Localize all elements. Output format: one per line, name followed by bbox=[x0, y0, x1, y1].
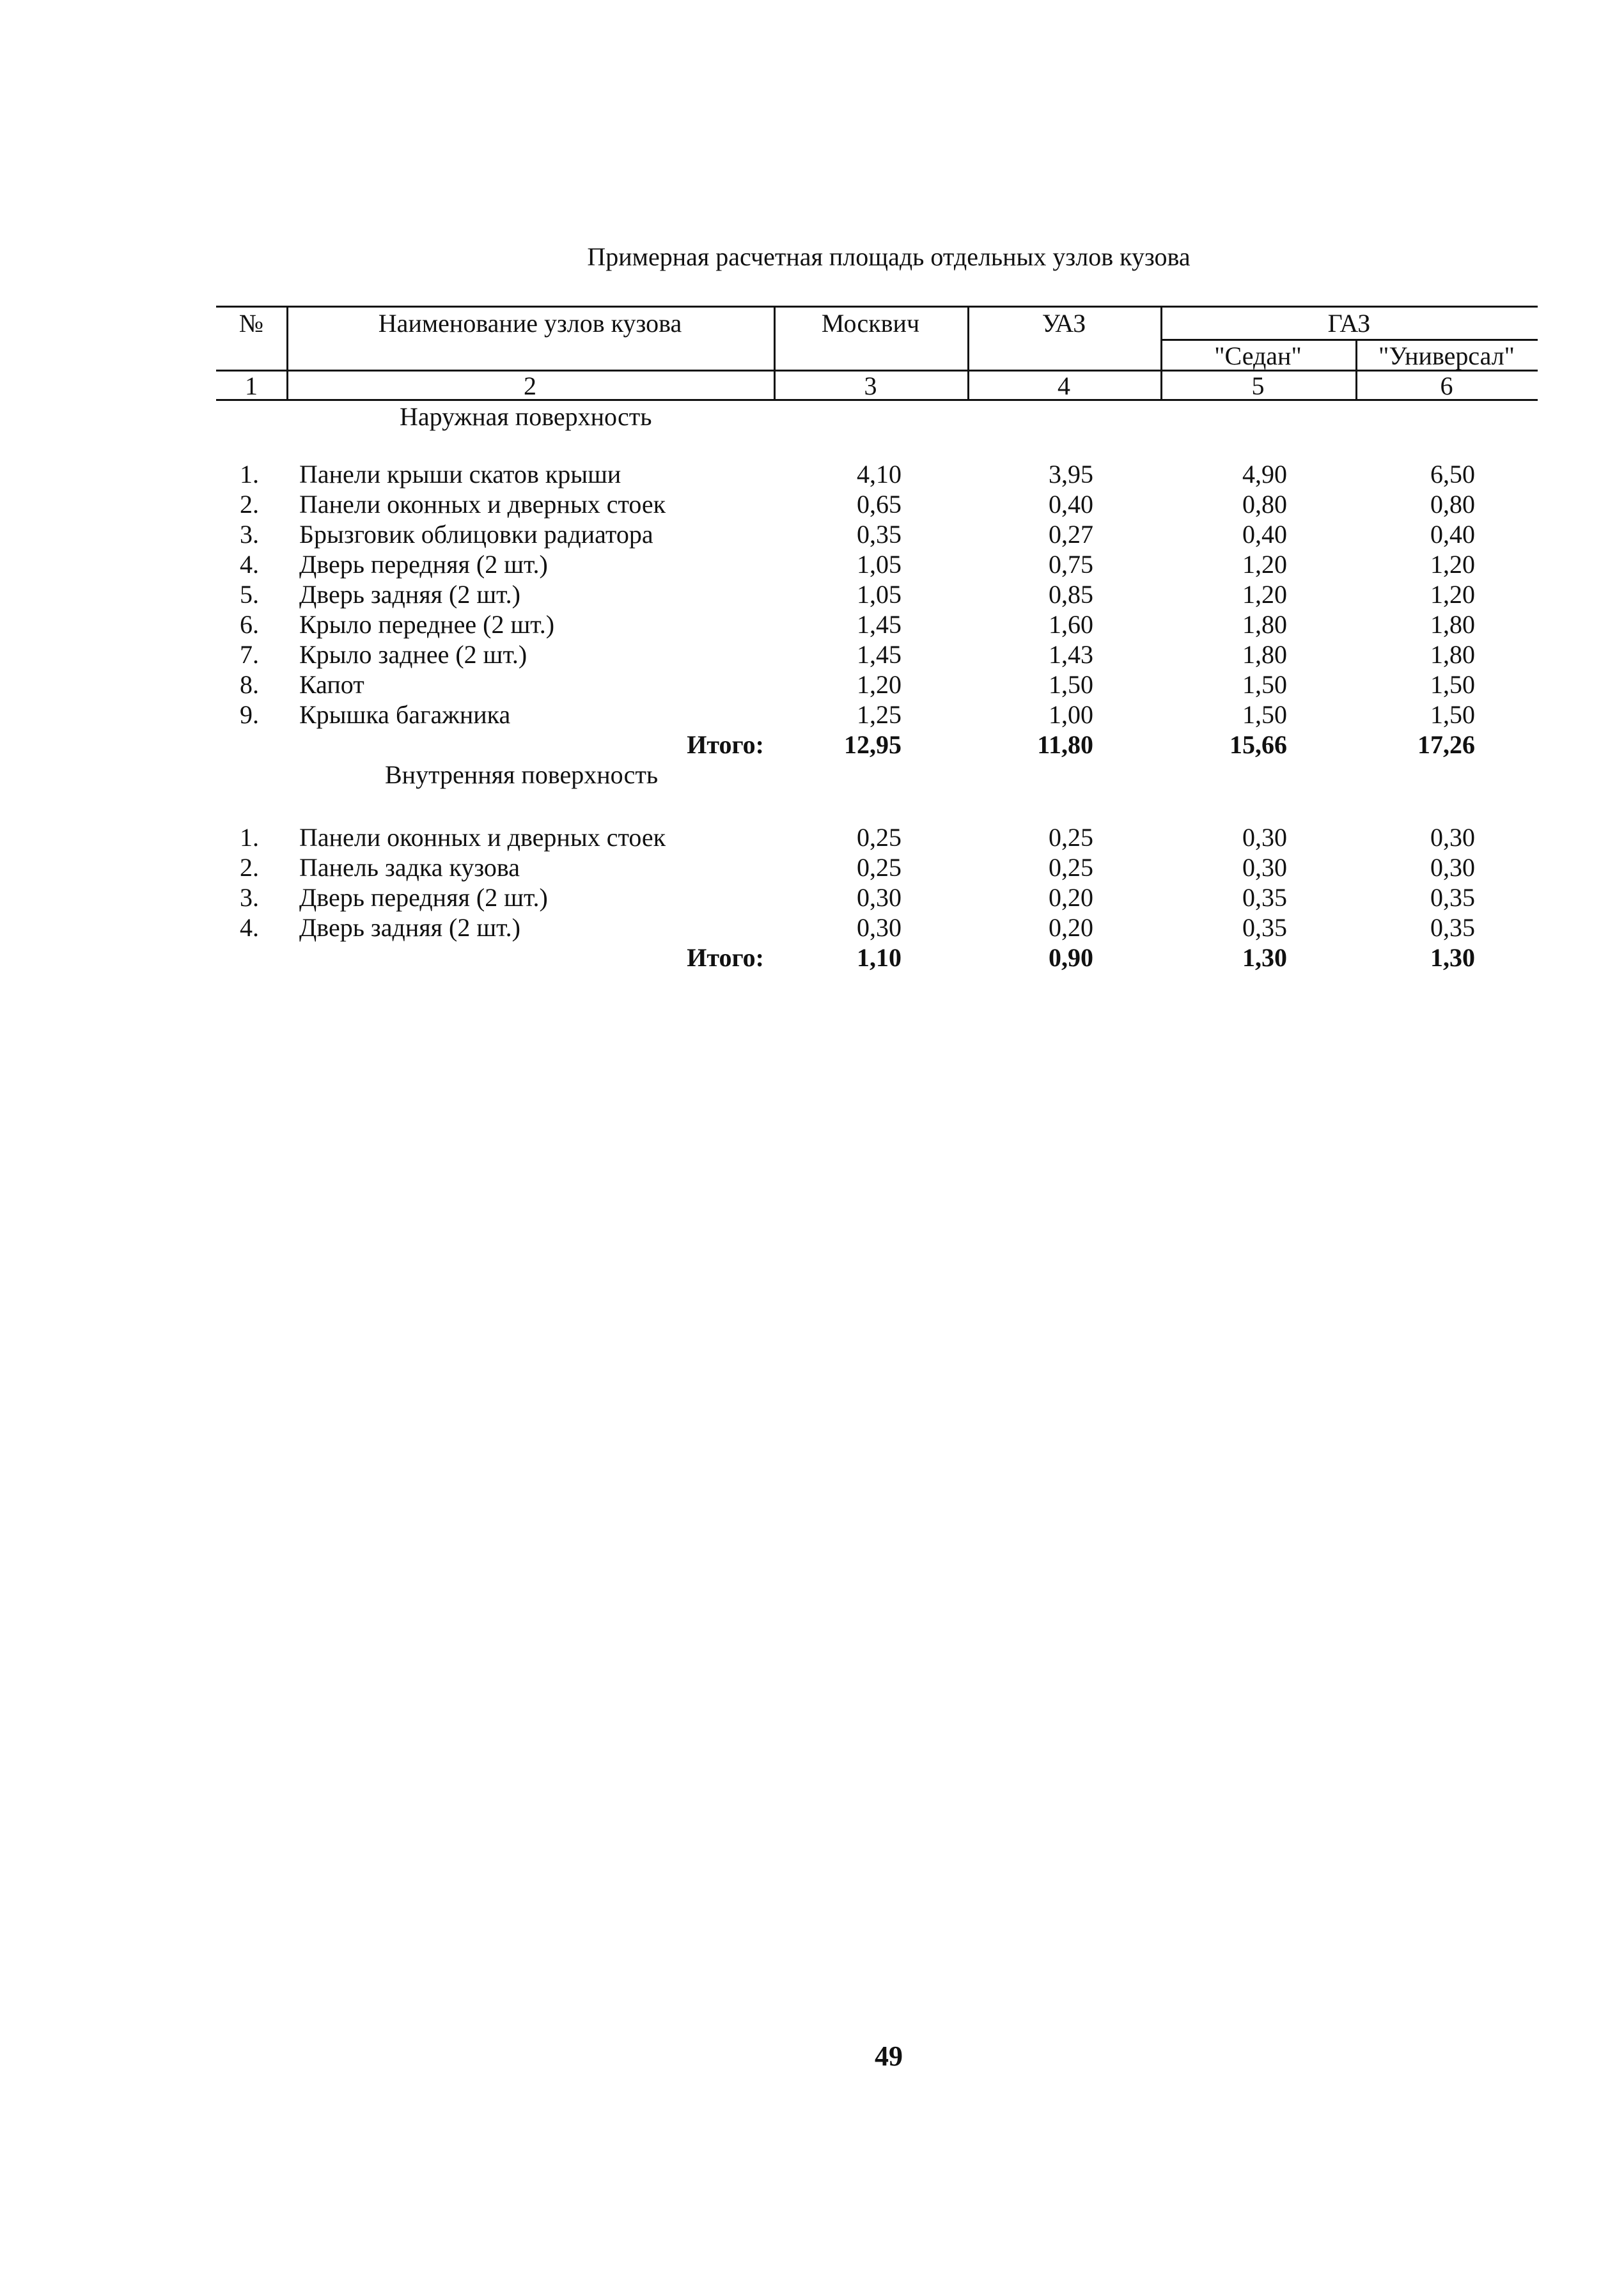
value-moskvich: 4,10 bbox=[857, 460, 902, 489]
row-number: 1. bbox=[240, 823, 259, 852]
row-number: 3. bbox=[240, 883, 259, 912]
value-universal: 0,30 bbox=[1430, 823, 1475, 852]
value-sedan: 1,80 bbox=[1242, 640, 1287, 669]
value-sedan: 1,50 bbox=[1242, 700, 1287, 729]
value-universal: 1,80 bbox=[1430, 610, 1475, 639]
row-number: 1. bbox=[240, 460, 259, 489]
row-name: Крыло переднее (2 шт.) bbox=[299, 610, 555, 639]
value-universal: 0,35 bbox=[1430, 883, 1475, 912]
document-title: Примерная расчетная площадь отдельных узлов кузова bbox=[587, 242, 1191, 271]
value-uaz: 0,25 bbox=[1049, 853, 1093, 882]
page-number: 49 bbox=[875, 2040, 903, 2072]
row-number: 9. bbox=[240, 700, 259, 729]
value-moskvich: 0,25 bbox=[857, 853, 902, 882]
total-label: Итого: bbox=[687, 730, 764, 759]
header-gaz: ГАЗ bbox=[1327, 309, 1371, 338]
value-uaz: 0,75 bbox=[1049, 550, 1093, 579]
value-universal: 6,50 bbox=[1430, 460, 1475, 489]
value-sedan: 1,50 bbox=[1242, 670, 1287, 699]
value-universal: 1,50 bbox=[1430, 670, 1475, 699]
value-sedan: 0,30 bbox=[1242, 853, 1287, 882]
total-universal: 1,30 bbox=[1430, 943, 1475, 972]
value-moskvich: 0,65 bbox=[857, 490, 902, 519]
row-number: 8. bbox=[240, 670, 259, 699]
value-sedan: 0,40 bbox=[1242, 520, 1287, 549]
section-title-outer: Наружная поверхность bbox=[400, 402, 652, 431]
row-name: Дверь задняя (2 шт.) bbox=[299, 913, 520, 942]
value-sedan: 0,35 bbox=[1242, 913, 1287, 942]
header-universal: "Универсал" bbox=[1378, 341, 1515, 370]
total-uaz: 11,80 bbox=[1037, 730, 1093, 759]
total-label: Итого: bbox=[687, 943, 764, 972]
value-moskvich: 0,30 bbox=[857, 913, 902, 942]
row-number: 2. bbox=[240, 853, 259, 882]
value-uaz: 0,85 bbox=[1049, 580, 1093, 609]
value-moskvich: 1,25 bbox=[857, 700, 902, 729]
header-name: Наименование узлов кузова bbox=[378, 309, 682, 338]
value-sedan: 1,20 bbox=[1242, 550, 1287, 579]
value-universal: 0,35 bbox=[1430, 913, 1475, 942]
row-number: 7. bbox=[240, 640, 259, 669]
row-name: Дверь передняя (2 шт.) bbox=[299, 550, 548, 579]
header-sedan: "Седан" bbox=[1214, 341, 1302, 370]
total-sedan: 1,30 bbox=[1242, 943, 1287, 972]
value-sedan: 4,90 bbox=[1242, 460, 1287, 489]
row-name: Крышка багажника bbox=[299, 700, 511, 729]
value-sedan: 0,80 bbox=[1242, 490, 1287, 519]
total-sedan: 15,66 bbox=[1230, 730, 1287, 759]
row-name: Панель задка кузова bbox=[299, 853, 520, 882]
value-sedan: 1,20 bbox=[1242, 580, 1287, 609]
column-number-2: 2 bbox=[524, 372, 536, 400]
column-number-5: 5 bbox=[1251, 372, 1265, 400]
row-name: Панели оконных и дверных стоек bbox=[299, 490, 666, 519]
row-name: Крыло заднее (2 шт.) bbox=[299, 640, 527, 669]
value-moskvich: 1,45 bbox=[857, 610, 902, 639]
value-universal: 1,20 bbox=[1430, 580, 1475, 609]
value-universal: 0,40 bbox=[1430, 520, 1475, 549]
value-uaz: 3,95 bbox=[1049, 460, 1093, 489]
value-universal: 0,80 bbox=[1430, 490, 1475, 519]
value-uaz: 1,43 bbox=[1049, 640, 1093, 669]
value-universal: 1,80 bbox=[1430, 640, 1475, 669]
value-sedan: 0,35 bbox=[1242, 883, 1287, 912]
value-moskvich: 0,30 bbox=[857, 883, 902, 912]
value-uaz: 1,00 bbox=[1049, 700, 1093, 729]
table-top-border bbox=[216, 306, 1538, 308]
value-moskvich: 0,35 bbox=[857, 520, 902, 549]
row-number: 6. bbox=[240, 610, 259, 639]
value-universal: 1,50 bbox=[1430, 700, 1475, 729]
header-moskvich: Москвич bbox=[821, 309, 920, 338]
row-number: 2. bbox=[240, 490, 259, 519]
row-name: Дверь передняя (2 шт.) bbox=[299, 883, 548, 912]
value-uaz: 0,20 bbox=[1049, 913, 1093, 942]
value-universal: 1,20 bbox=[1430, 550, 1475, 579]
column-number-3: 3 bbox=[864, 372, 877, 400]
value-moskvich: 1,20 bbox=[857, 670, 902, 699]
value-uaz: 0,25 bbox=[1049, 823, 1093, 852]
value-uaz: 1,60 bbox=[1049, 610, 1093, 639]
value-moskvich: 1,05 bbox=[857, 580, 902, 609]
value-moskvich: 1,45 bbox=[857, 640, 902, 669]
total-uaz: 0,90 bbox=[1049, 943, 1093, 972]
row-name: Капот bbox=[299, 670, 364, 699]
row-number: 4. bbox=[240, 550, 259, 579]
total-moskvich: 12,95 bbox=[844, 730, 902, 759]
value-sedan: 0,30 bbox=[1242, 823, 1287, 852]
total-universal: 17,26 bbox=[1417, 730, 1475, 759]
column-number-1: 1 bbox=[245, 372, 258, 400]
value-universal: 0,30 bbox=[1430, 853, 1475, 882]
row-name: Дверь задняя (2 шт.) bbox=[299, 580, 520, 609]
row-number: 4. bbox=[240, 913, 259, 942]
value-sedan: 1,80 bbox=[1242, 610, 1287, 639]
row-name: Панели оконных и дверных стоек bbox=[299, 823, 666, 852]
column-number-4: 4 bbox=[1058, 372, 1070, 400]
section-title-inner: Внутренняя поверхность bbox=[385, 760, 659, 789]
value-uaz: 0,40 bbox=[1049, 490, 1093, 519]
total-moskvich: 1,10 bbox=[857, 943, 902, 972]
header-uaz: УАЗ bbox=[1042, 309, 1086, 338]
value-uaz: 1,50 bbox=[1049, 670, 1093, 699]
value-uaz: 0,27 bbox=[1049, 520, 1093, 549]
value-moskvich: 1,05 bbox=[857, 550, 902, 579]
value-uaz: 0,20 bbox=[1049, 883, 1093, 912]
column-number-6: 6 bbox=[1440, 372, 1453, 400]
row-name: Панели крыши скатов крыши bbox=[299, 460, 621, 489]
row-name: Брызговик облицовки радиатора bbox=[299, 520, 653, 549]
value-moskvich: 0,25 bbox=[857, 823, 902, 852]
header-no: № bbox=[238, 309, 264, 338]
row-number: 3. bbox=[240, 520, 259, 549]
row-number: 5. bbox=[240, 580, 259, 609]
